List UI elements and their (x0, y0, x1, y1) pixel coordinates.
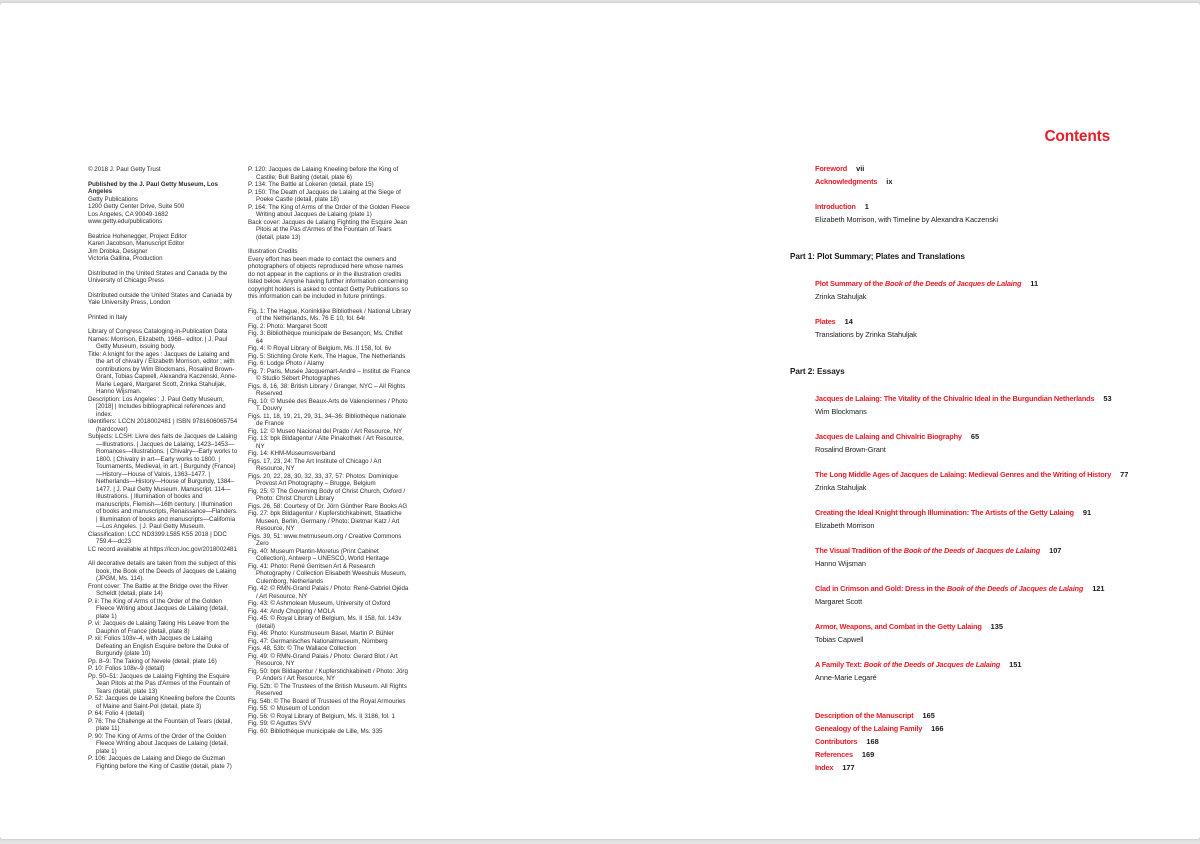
toc-entry (815, 468, 1160, 481)
colophon-paragraph: Fig. 42: © RMN-Grand Palais / Photo: René-Gabriel Ojéda / Art Resource, NY (248, 585, 409, 600)
colophon-block (88, 270, 238, 285)
toc-group (790, 544, 1160, 570)
colophon-paragraph: Library of Congress Cataloging-in-Publication Data (88, 328, 228, 335)
toc-entry-title (815, 279, 1021, 288)
copyright-column-2 (248, 166, 411, 742)
toc-entry (815, 162, 1160, 175)
colophon-paragraph: Fig. 49: © RMN-Grand Palais / Photo: Gerard Blot / Art Resource, NY (248, 652, 398, 667)
toc-group (790, 506, 1160, 532)
toc-title-segment: Clad in Crimson and Gold: Dress in the (815, 584, 947, 593)
colophon-paragraph: Fig. 52b: © The Trustees of the British Museum. All Rights Reserved (248, 682, 407, 697)
colophon-paragraph: Los Angeles, CA 90049-1682 (88, 210, 169, 218)
toc-entry-title (815, 763, 833, 772)
colophon-paragraph: Fig. 43: © Ashmolean Museum, University of Oxford (248, 600, 391, 607)
toc-title-segment: A Family Text: (815, 660, 864, 669)
colophon-paragraph: P. 106: Jacques de Lalaing and Diego de Guzman Fighting before the King of Castile (detail, plate 7) (88, 755, 232, 770)
toc-entry (815, 748, 1160, 761)
colophon-paragraph: Fig. 25: © The Governing Body of Christ Church, Oxford / Photo: Christ Church Library (248, 487, 406, 502)
toc-entry-title (815, 750, 853, 759)
toc-author: Anne-Marie Legaré (815, 673, 877, 682)
toc-group (790, 162, 1160, 188)
toc-group (790, 315, 1160, 341)
colophon-paragraph: Getty Publications (88, 195, 138, 203)
colophon-paragraph: Names: Morrison, Elizabeth, 1968– editor. | J. Paul Getty Museum, issuing body. (88, 335, 228, 350)
toc-title-segment: Creating the Ideal Knight through Illumination: The Artists of the Getty Lalaing (815, 508, 1074, 517)
copyright-column-1 (88, 166, 238, 777)
colophon-paragraph: Fig. 54b: © The Board of Trustees of the Royal Armouries (248, 697, 406, 705)
colophon-paragraph: Printed in Italy (88, 313, 128, 321)
toc-entry (815, 582, 1160, 595)
toc-entry-title (815, 622, 982, 631)
toc-title-segment: Genealogy of the Lalaing Family (815, 724, 923, 733)
toc-page-number: 77 (1120, 470, 1129, 479)
colophon-paragraph: P. 164: The King of Arms of the Order of the Golden Fleece Writing about Jacques de Lalaing (plate 1) (248, 203, 410, 218)
toc-entry (815, 175, 1160, 188)
toc-title-segment: Index (815, 763, 834, 772)
colophon-paragraph: Fig. 50: bpk Bildagentur / Kupferstichkabinett / Photo: Jörg P. Anders / Art Resource, NY (248, 667, 408, 682)
toc-page-number: 177 (842, 763, 855, 772)
toc-entry (815, 735, 1160, 748)
colophon-paragraph: Fig. 41: Photo: René Gerritsen Art & Research Photography / Collection Elisabeth Weeshuis Museum, Culemborg, Netherlands (248, 562, 407, 585)
colophon-paragraph: Fig. 55: © Museum of London (248, 705, 330, 712)
contents-title: Contents (1044, 128, 1110, 145)
colophon-paragraph: LC record available at https://lccn.loc.gov/2018002481 (88, 545, 237, 553)
colophon-block (88, 181, 238, 226)
toc-author: Margaret Scott (815, 597, 863, 606)
toc-entry-title (815, 394, 1094, 403)
colophon-block (88, 166, 238, 174)
toc-entry (815, 392, 1160, 405)
toc-page-number: 107 (1049, 546, 1062, 555)
colophon-paragraph: Fig. 7: Paris, Musée Jacquemart-André – Institut de France © Studio Sébert Photographes (248, 367, 411, 382)
toc-entry (815, 658, 1160, 671)
toc-entry (815, 709, 1160, 722)
colophon-paragraph: Front cover: The Battle at the Bridge over the River Scheldt (detail, plate 14) (88, 582, 228, 597)
colophon-paragraph: Fig. 6: Lodge Photo / Alamy (248, 360, 325, 367)
colophon-paragraph: Fig. 44: Andy Chopping / MOLA (248, 607, 336, 615)
colophon-paragraph: Fig. 40: Museum Plantin-Moretus (Print Cabinet Collection), Antwerp – UNESCO, World Heritage (248, 547, 389, 562)
toc-page-number: 1 (864, 202, 869, 211)
toc-author: Elizabeth Morrison (815, 521, 875, 530)
toc-entry (815, 506, 1160, 519)
colophon-paragraph: P. 120: Jacques de Lalaing Kneeling before the King of Castile; Bull Baiting (detail, plate 6) (248, 166, 399, 181)
colophon-paragraph: Beatrice Hohenegger, Project Editor (88, 232, 187, 240)
colophon-paragraph: Figs. 8, 16, 38: British Library / Granger, NYC – All Rights Reserved (248, 382, 406, 397)
colophon-paragraph: Pp. 50–51: Jacques de Lalaing Fighting the Esquire Jean Pitois at the Pas d'Armes of the Fountain of Tears (detail, plate 13) (88, 672, 230, 695)
toc-entry (815, 620, 1160, 633)
toc-entry-title (815, 584, 1083, 593)
colophon-paragraph: P. 64: Folio 4 (detail) (88, 710, 145, 717)
colophon-paragraph: P. 76: The Challenge at the Fountain of Tears (detail, plate 11) (88, 717, 233, 732)
toc-group (790, 709, 1160, 774)
toc-title-segment: Plates (815, 317, 836, 326)
toc-entry-title (815, 470, 1111, 479)
toc-title-segment: Contributors (815, 737, 858, 746)
colophon-block (88, 233, 238, 263)
toc-group (790, 658, 1160, 684)
toc-title-segment: References (815, 750, 853, 759)
toc-title-segment: Description of the Manuscript (815, 711, 914, 720)
colophon-paragraph: P. 52: Jacques de Lalaing Kneeling before the Counts of Maine and Saint-Pol (detail, plate 3) (88, 695, 236, 710)
toc-page-number: 65 (970, 432, 980, 441)
colophon-paragraph: P. 150: The Death of Jacques de Lalaing at the Siege of Poeke Castle (detail, plate 18) (248, 188, 401, 203)
toc-entry (815, 200, 1160, 213)
toc-part-heading: Part 2: Essays (790, 367, 845, 376)
toc-group (790, 430, 1160, 456)
toc-page-number: vii (856, 164, 865, 173)
colophon-paragraph: Fig. 14: KHM-Museumsverband (248, 450, 336, 457)
colophon-paragraph: Illustration Credits (248, 248, 298, 255)
colophon-paragraph: Classification: LCC ND3399.L585 K55 2018 | DDC 759.4—dc23 (88, 530, 227, 545)
colophon-paragraph: P. 90: The King of Arms of the Order of the Golden Fleece Writing about Jacques de Lalaing (detail, plate 1) (88, 732, 228, 755)
toc-entry-title (815, 202, 856, 211)
colophon-paragraph: Karen Jacobson, Manuscript Editor (88, 240, 185, 247)
toc-entry (815, 761, 1160, 774)
contents-page (600, 3, 1200, 839)
toc-author: Tobias Capwell (815, 635, 864, 644)
toc-title-segment: Book of the Deeds of Jacques de Lalaing (884, 279, 1022, 288)
colophon-paragraph: Fig. 45: © Royal Library of Belgium, Ms. II 158, fol. 143v (detail) (248, 615, 402, 630)
colophon-paragraph: P. 10: Folios 108v–9 (detail) (88, 665, 165, 672)
toc-author: Hanno Wijsman (815, 559, 866, 568)
toc-page-number: 135 (990, 622, 1003, 631)
colophon-paragraph: Fig. 46: Photo: Kunstmuseum Basel, Martin P. Bühler (248, 630, 394, 637)
toc-entry-title (815, 177, 877, 186)
toc-part-heading: Part 1: Plot Summary; Plates and Translations (790, 252, 965, 261)
toc-title-segment: Foreword (815, 164, 848, 173)
toc-title-segment: Book of the Deeds of Jacques de Lalaing (946, 584, 1084, 593)
toc-page-number: 165 (922, 711, 935, 720)
toc-page-number: 11 (1030, 279, 1039, 288)
colophon-block (88, 314, 238, 322)
toc-group (790, 468, 1160, 494)
colophon-paragraph: All decorative details are taken from the subject of this book, the Book of the Deeds of Jacques de Lalaing (JPGM, Ms. 114). (88, 560, 237, 582)
colophon-paragraph: Description: Los Angeles : J. Paul Getty Museum, [2018] | Includes bibliographical references and index. (88, 395, 226, 418)
toc-entry (815, 430, 1160, 443)
toc-page-number: 121 (1092, 584, 1105, 593)
toc-author: Wim Blockmans (815, 407, 867, 416)
copyright-page (0, 3, 600, 839)
toc-entry-title (815, 164, 847, 173)
toc-title-segment: Book of the Deeds of Jacques de Lalaing (863, 660, 1001, 669)
colophon-paragraph: Figs. 20, 22, 28, 30, 32, 33, 37, 57: Photos: Dominique Provost Art Photography – Brugge, Belgium (248, 472, 398, 487)
colophon-paragraph: Fig. 4: © Royal Library of Belgium, Ms. II 158, fol. 6v (248, 345, 392, 352)
toc-title-segment: Armor, Weapons, and Combat in the Getty Lalaing (815, 622, 982, 631)
colophon-block (248, 166, 411, 241)
toc-entry-title (815, 317, 836, 326)
toc-entry (815, 722, 1160, 735)
toc-page-number: 91 (1082, 508, 1092, 517)
colophon-paragraph: Fig. 27: bpk Bildagentur / Kupferstichkabinett, Staatliche Museen, Berlin, Germany / Photo: Dietmar Katz / Art Resource, NY (248, 510, 402, 532)
colophon-paragraph: Published by the J. Paul Getty Museum, Los Angeles (88, 180, 218, 195)
toc-author: Elizabeth Morrison, with Timeline by Alexandra Kaczenski (815, 215, 998, 224)
colophon-paragraph: Figs. 17, 23, 24: The Art Institute of Chicago / Art Resource, NY (248, 457, 382, 472)
toc-author: Rosalind Brown-Grant (815, 445, 886, 454)
colophon-paragraph: Distributed outside the United States and Canada by Yale University Press, London (88, 291, 233, 306)
toc-group (790, 392, 1160, 418)
colophon-paragraph: Fig. 13: bpk Bildagentur / Alte Pinakothek / Art Resource, NY (248, 435, 404, 450)
toc-entry-title (815, 508, 1074, 517)
colophon-paragraph: Distributed in the United States and Canada by the University of Chicago Press (88, 269, 228, 284)
toc-entry-title (815, 660, 1000, 669)
colophon-paragraph: www.getty.edu/publications (88, 218, 163, 225)
colophon-paragraph: Subjects: LCSH: Livre des faits de Jacques de Lalaing—Illustrations. | Jacques de Lalaing, 1423–1453—Romances—Illustrations. | Chivalry—Early works to 1800. | Chivalry in art—Early works to 1800. | Tournaments, Medieval, in art. | Burgundy (France)—History—House of Valois, 1363–1477. | Netherlands—History—House of Burgundy, 1384–1477. | J. Paul Getty Museum. Manuscript. 114—Illustrations. | Illumination of books and manuscripts, Flemish—16th century. | Illumination of books and manuscripts, Renaissance—Flanders. | Illumination of books and manuscripts—California—Los Angeles. | J. Paul Getty Museum. (88, 433, 238, 530)
toc-page-number: 169 (861, 750, 875, 759)
toc-title-segment: The Visual Tradition of the (815, 546, 904, 555)
colophon-paragraph: Figs. 11, 18, 19, 21, 29, 31, 34–36: Bibliothèque nationale de France (248, 412, 407, 427)
toc-page-number: 151 (1009, 660, 1022, 669)
colophon-paragraph: P. vi: Jacques de Lalaing Taking His Leave from the Dauphin of France (detail, plate 8) (88, 620, 230, 635)
toc-group (790, 582, 1160, 608)
colophon-paragraph: Victoria Gallina, Production (88, 255, 163, 262)
toc-group (790, 277, 1160, 303)
toc-page-number: 14 (844, 317, 853, 326)
toc-group (790, 200, 1160, 226)
toc-entry-title (815, 546, 1040, 555)
toc-entry-title (815, 432, 962, 441)
colophon-paragraph: 1200 Getty Center Drive, Suite 500 (88, 203, 185, 210)
colophon-paragraph: Fig. 1: The Hague, Koninklijke Bibliotheek / National Library of the Netherlands, Ms. 76 E 10, fol. 64r (248, 307, 411, 322)
toc-entry (815, 315, 1160, 328)
book-spread (0, 3, 1200, 839)
colophon-paragraph: Jim Drobka, Designer (88, 247, 148, 255)
colophon-paragraph: Figs. 48, 53b: © The Wallace Collection (248, 645, 357, 652)
colophon-paragraph: Identifiers: LCCN 2018002481 | ISBN 9781606065754 (hardcover) (88, 418, 238, 433)
colophon-block (248, 248, 411, 301)
toc-title-segment: Jacques de Lalaing: The Vitality of the Chivalric Ideal in the Burgundian Netherlands (815, 394, 1095, 403)
colophon-paragraph: P. ii: The King of Arms of the Order of the Golden Fleece Writing about Jacques de Lalaing (detail, plate 1) (88, 597, 228, 620)
colophon-paragraph: Fig. 5: Stichting Grote Kerk, The Hague, The Netherlands (248, 352, 406, 360)
colophon-block (248, 308, 411, 736)
colophon-paragraph: Fig. 3: Bibliothèque municipale de Besançon, Ms. Chiflet 64 (248, 330, 403, 345)
toc-entry-title (815, 737, 857, 746)
toc-entry (815, 277, 1160, 290)
colophon-paragraph: Fig. 60: Bibliothèque municipale de Lille, Ms. 335 (248, 727, 383, 735)
colophon-paragraph: Fig. 56: © Royal Library of Belgium, Ms. II 3186, fol. 1 (248, 712, 395, 720)
toc-title-segment: Jacques de Lalaing and Chivalric Biography (815, 432, 962, 441)
colophon-paragraph: Back cover: Jacques de Lalaing Fighting the Esquire Jean Pitois at the Pas d'Armes of the Fountain of Tears (detail, plate 13) (248, 218, 408, 241)
colophon-paragraph: © 2018 J. Paul Getty Trust (88, 166, 161, 173)
colophon-block (88, 292, 238, 307)
colophon-paragraph: Fig. 47: Germanisches Nationalmuseum, Nürnberg (248, 637, 388, 645)
toc-title-segment: Plot Summary of the (815, 279, 885, 288)
colophon-paragraph: P. xii: Folios 103v–4, with Jacques de Lalaing Defeating an English Esquire before the Duke of Burgundy (plate 10) (88, 635, 229, 657)
toc-group (790, 620, 1160, 646)
colophon-paragraph: Fig. 12: © Museo Nacional del Prado / Art Resource, NY (248, 427, 403, 435)
toc-page-number: 166 (931, 724, 944, 733)
toc-title-segment: Book of the Deeds of Jacques de Lalaing (903, 546, 1041, 555)
toc-title-segment: Introduction (815, 202, 856, 211)
toc-page-number: 53 (1103, 394, 1112, 403)
toc-title-segment: The Long Middle Ages of Jacques de Lalaing: Medieval Genres and the Writing of History (815, 470, 1112, 479)
toc-entry (815, 544, 1160, 557)
colophon-block (88, 560, 238, 770)
colophon-paragraph: Fig. 2: Photo: Margaret Scott (248, 322, 328, 330)
colophon-paragraph: Title: A knight for the ages : Jacques de Lalaing and the art of chivalry / Elizabeth Morrison, editor ; with contributions by Wim Blockmans, Rosalind Brown-Grant, Tobias Capwell, Alexandra Kaczenski, Anne-Marie Legaré, Margaret Scott, Zrinka Stahuljak, Hanno Wijsman. (88, 350, 237, 395)
colophon-paragraph: Figs. 39, 51: www.metmuseum.org / Creative Commons Zero (248, 532, 402, 547)
toc-title-segment: Acknowledgments (815, 177, 878, 186)
contents-list (790, 162, 1160, 786)
toc-entry-title (815, 711, 914, 720)
colophon-paragraph: Fig. 10: © Musée des Beaux-Arts de Valenciennes / Photo T. Douvry (248, 397, 408, 412)
toc-page-number: ix (886, 177, 893, 186)
toc-author: Zrinka Stahuljak (815, 292, 867, 301)
toc-entry-title (815, 724, 922, 733)
colophon-paragraph: Every effort has been made to contact the owners and photographers of objects reproduced here whose names do not appear in the captions or in the illustration credits listed below. Anyone having further information concerning copyright holders is asked to contact Getty Publications so this information can be included in future printings. (248, 255, 408, 300)
colophon-paragraph: Pp. 8–9: The Taking of Nevele (detail, plate 16) (88, 657, 217, 665)
colophon-block (88, 328, 238, 553)
colophon-paragraph: P. 134: The Battle at Lokeren (detail, plate 15) (248, 181, 374, 188)
colophon-paragraph: Fig. 59: © Aguttes SVV (248, 720, 312, 727)
colophon-paragraph: Figs. 26, 58: Courtesy of Dr. Jörn Günther Rare Books AG (248, 502, 408, 510)
toc-author: Zrinka Stahuljak (815, 483, 867, 492)
toc-page-number: 168 (866, 737, 879, 746)
toc-author: Translations by Zrinka Stahuljak (815, 330, 917, 339)
